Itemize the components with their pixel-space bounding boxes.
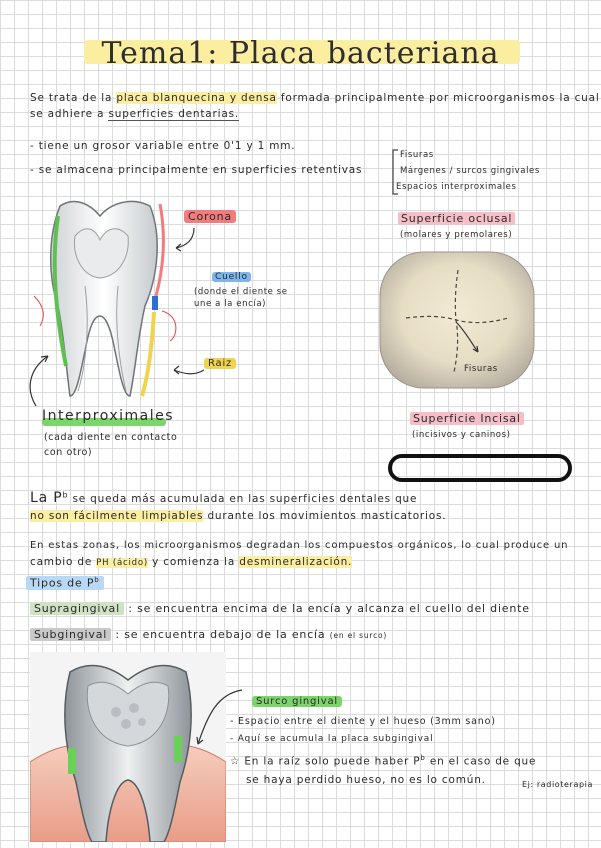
- retentive-item-fisuras: Fisuras: [400, 150, 434, 160]
- molar-outline: [51, 201, 157, 396]
- intro-text-1: Se trata de la: [30, 92, 113, 104]
- arrow-corona: [172, 226, 202, 252]
- zones-text-3: y comienza la: [152, 556, 236, 568]
- accumulation-text-2: se queda más acumulada en las superficies dentales que: [72, 493, 418, 505]
- accumulation-line-2: [30, 510, 446, 522]
- cuello-marker: [152, 296, 158, 310]
- interproximales-note: [44, 430, 194, 460]
- intro-text-2: formada principalmente por microorganismos la cual: [280, 92, 600, 104]
- surco-star-b: en el caso de que: [429, 755, 537, 768]
- surco-star-a: En la raíz solo puede haber P: [244, 755, 421, 768]
- raiz-marker: [142, 312, 154, 396]
- cuello-note-text: (donde el diente se une a la encía): [194, 287, 288, 309]
- subgingival-line: [30, 628, 387, 641]
- subgingival-text: : se encuentra debajo de la encía: [115, 628, 326, 641]
- zones-line-1: En estas zonas, los microorganismos degradan los compuestos orgánicos, lo cual produce un: [30, 540, 569, 551]
- subgingival-label: Subgingival: [30, 628, 111, 641]
- types-title: [26, 576, 104, 590]
- intro-underlined: superficies dentarias.: [108, 108, 240, 120]
- retentive-item-espacios: Espacios interproximales: [396, 182, 517, 192]
- surco-line-2: - Aquí se acumula la placa subgingival: [230, 734, 434, 744]
- zones-text-2: cambio de: [30, 556, 93, 568]
- star-icon: ☆: [230, 755, 241, 768]
- surco-star-c: se haya perdido hueso, no es lo común.: [246, 774, 486, 786]
- label-corona: Corona: [184, 210, 236, 223]
- supragingival-text: : se encuentra encima de la encía y alcanza el cuello del diente: [128, 602, 530, 615]
- interproximales-note-text: (cada diente en contacto con otro): [44, 432, 178, 458]
- arrow-interproximal: [24, 350, 64, 410]
- label-cuello: Cuello: [212, 272, 251, 282]
- occlusal-note: (molares y premolares): [400, 230, 513, 240]
- surco-example: Ej: radioterapia: [522, 780, 593, 789]
- accumulation-sup: b: [62, 490, 69, 500]
- accumulation-text-3: durante los movimientos masticatorios.: [207, 510, 447, 522]
- incisal-shape: [388, 454, 572, 482]
- label-fisuras: Fisuras: [464, 364, 498, 374]
- incisal-note: (incisivos y caninos): [412, 430, 511, 440]
- accumulation-line-1: [30, 490, 417, 506]
- occlusal-photo: [376, 248, 538, 392]
- intro-text-3: se adhiere a: [30, 108, 105, 120]
- supragingival-label: Supragingival: [30, 602, 124, 615]
- label-raiz: Raiz: [204, 358, 236, 369]
- surco-star-sup: b: [420, 754, 426, 762]
- zones-line-2: [30, 556, 352, 568]
- accumulation-text-1: La P: [30, 490, 63, 506]
- supragingival-line: [30, 602, 530, 615]
- types-title-sup: b: [94, 576, 100, 584]
- page-title: Tema1: Placa bacteriana: [101, 36, 500, 71]
- cuello-note: [194, 286, 298, 310]
- surco-marker-left: [68, 748, 76, 774]
- label-incisal: Superficie Incisal: [410, 412, 524, 425]
- retentive-item-margenes: Márgenes / surcos gingivales: [400, 166, 540, 176]
- accumulation-highlight-text: no son fácilmente limpiables: [30, 510, 204, 522]
- gum-line-left: [34, 296, 43, 326]
- arrow-raiz: [170, 362, 206, 378]
- zones-ph: PH (ácido): [96, 558, 148, 568]
- surco-star-line: [230, 754, 536, 768]
- gum-line-right: [162, 311, 176, 341]
- label-interproximales: Interproximales: [42, 408, 175, 424]
- intro-line-1: [30, 92, 600, 104]
- zones-highlight: desmineralización.: [239, 556, 353, 568]
- label-occlusal: Superficie oclusal: [398, 212, 515, 225]
- surco-title: Surco gingival: [252, 696, 342, 707]
- subgingival-note: (en el surco): [329, 631, 388, 640]
- intro-line-2: [30, 108, 239, 120]
- bullet-grosor: - tiene un grosor variable entre 0'1 y 1 mm.: [30, 140, 296, 152]
- bullet-almacena: - se almacena principalmente en superficies retentivas: [30, 164, 363, 176]
- intro-highlight: placa blanquecina y densa: [116, 92, 277, 104]
- surco-line-1: - Espacio entre el diente y el hueso (3mm sano): [230, 716, 496, 727]
- types-title-text: Tipos de P: [30, 576, 95, 590]
